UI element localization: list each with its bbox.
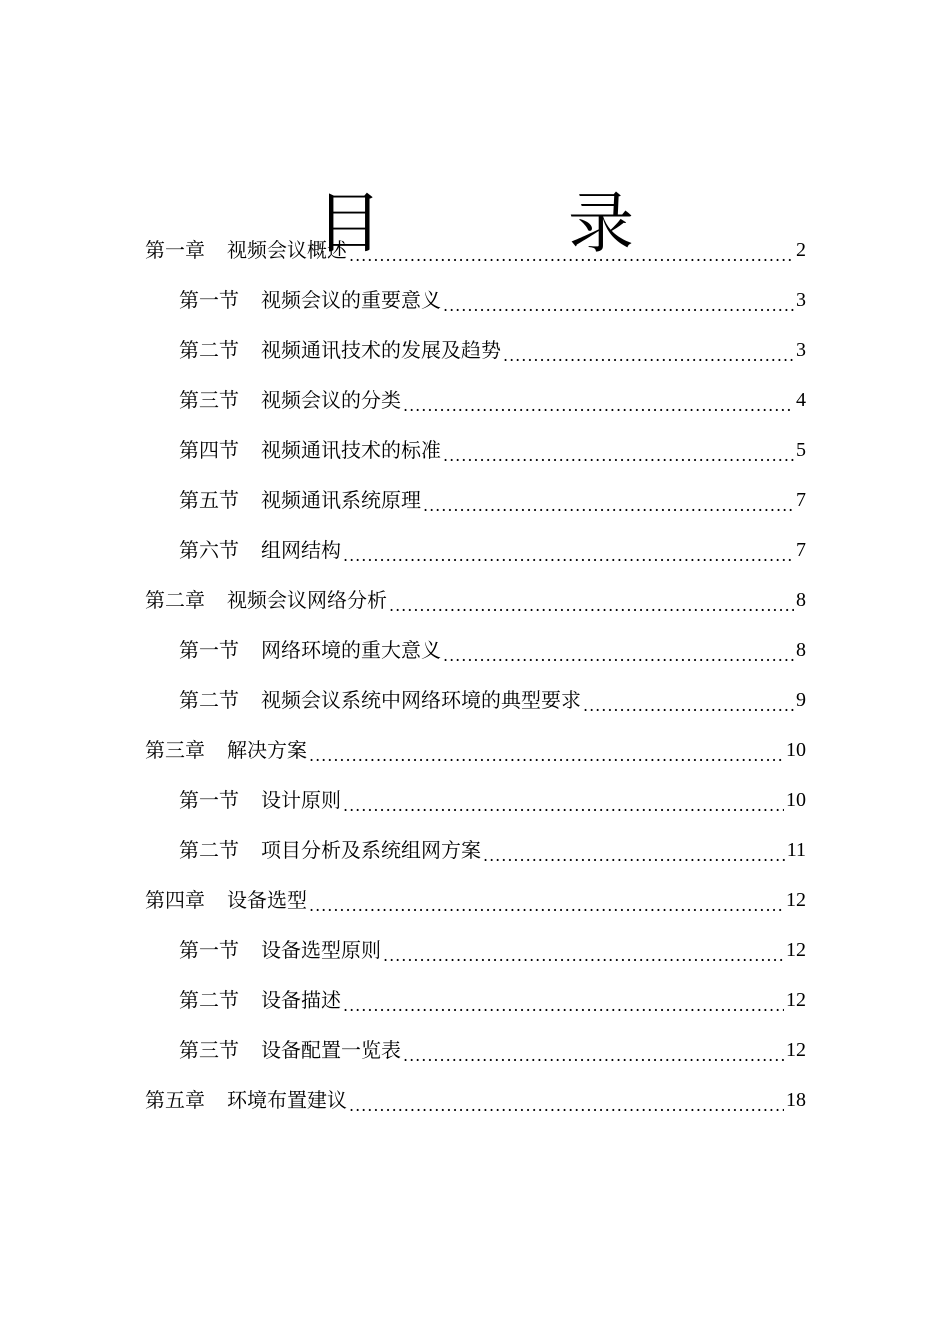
toc-chapter-entry[interactable] <box>145 1075 806 1125</box>
toc-page-number: 11 <box>786 839 806 861</box>
toc-dot-leader <box>349 249 794 275</box>
toc-entry-title: 项目分析及系统组网方案 <box>261 838 481 862</box>
toc-entry-label <box>179 787 341 813</box>
toc-entry-number: 第二节 <box>179 988 239 1012</box>
toc-section-entry[interactable] <box>179 425 806 475</box>
toc-dot-leader <box>403 1049 784 1075</box>
toc-section-entry[interactable] <box>179 375 806 425</box>
toc-page-number: 8 <box>796 639 806 661</box>
toc-entry-number: 第二节 <box>179 688 239 712</box>
toc-entry-number: 第一节 <box>179 288 239 312</box>
toc-entry-number: 第三章 <box>145 738 205 762</box>
toc-page-number: 12 <box>786 1039 806 1061</box>
toc-section-entry[interactable] <box>179 825 806 875</box>
toc-entry-title: 视频会议的重要意义 <box>261 288 441 312</box>
toc-section-entry[interactable] <box>179 775 806 825</box>
toc-entry-title: 视频会议网络分析 <box>227 588 387 612</box>
toc-page-number: 12 <box>786 989 806 1011</box>
toc-entry-title: 组网结构 <box>261 538 341 562</box>
toc-entry-label <box>179 387 401 413</box>
toc-section-entry[interactable] <box>179 675 806 725</box>
toc-page-number: 4 <box>796 389 806 411</box>
toc-chapter-entry[interactable] <box>145 875 806 925</box>
toc-entry-number: 第一节 <box>179 638 239 662</box>
toc-entry-label <box>179 687 581 713</box>
toc-dot-leader <box>343 799 784 825</box>
toc-entry-number: 第四节 <box>179 438 239 462</box>
toc-entry-number: 第二节 <box>179 338 239 362</box>
toc-entry-label <box>145 737 307 763</box>
toc-page-number: 3 <box>796 289 806 311</box>
toc-entry-label <box>179 437 441 463</box>
page-title: 目 录 <box>316 185 694 263</box>
toc-section-entry[interactable] <box>179 625 806 675</box>
toc-entry-label <box>145 1087 347 1113</box>
toc-section-entry[interactable] <box>179 325 806 375</box>
toc-page-number: 9 <box>796 689 806 711</box>
toc-entry-number: 第三节 <box>179 1038 239 1062</box>
toc-entry-number: 第五章 <box>145 1088 205 1112</box>
toc-page-number: 7 <box>796 539 806 561</box>
table-of-contents <box>0 225 950 1125</box>
toc-entry-label <box>179 1037 401 1063</box>
toc-entry-number: 第一节 <box>179 938 239 962</box>
toc-entry-label <box>179 337 501 363</box>
toc-dot-leader <box>383 949 784 975</box>
toc-entry-title: 视频通讯技术的标准 <box>261 438 441 462</box>
toc-entry-number: 第五节 <box>179 488 239 512</box>
toc-dot-leader <box>443 299 794 325</box>
toc-entry-label <box>179 287 441 313</box>
toc-dot-leader <box>403 399 794 425</box>
toc-entry-label <box>179 937 381 963</box>
toc-dot-leader <box>443 449 794 475</box>
toc-entry-label <box>179 487 421 513</box>
toc-dot-leader <box>309 899 784 925</box>
toc-page-number: 18 <box>786 1089 806 1111</box>
toc-entry-number: 第二章 <box>145 588 205 612</box>
toc-entry-label <box>179 537 341 563</box>
toc-dot-leader <box>423 499 794 525</box>
toc-page-number: 3 <box>796 339 806 361</box>
toc-chapter-entry[interactable] <box>145 575 806 625</box>
toc-dot-leader <box>349 1099 784 1125</box>
toc-entry-title: 网络环境的重大意义 <box>261 638 441 662</box>
toc-page-number: 10 <box>786 789 806 811</box>
toc-page-number: 12 <box>786 939 806 961</box>
toc-entry-title: 设备选型原则 <box>261 938 381 962</box>
toc-page-number: 8 <box>796 589 806 611</box>
toc-entry-number: 第二节 <box>179 838 239 862</box>
toc-dot-leader <box>443 649 794 675</box>
toc-entry-title: 视频会议系统中网络环境的典型要求 <box>261 688 581 712</box>
toc-entry-label <box>179 637 441 663</box>
toc-dot-leader <box>389 599 794 625</box>
toc-page-number: 7 <box>796 489 806 511</box>
toc-section-entry[interactable] <box>179 975 806 1025</box>
toc-entry-title: 视频会议概述 <box>227 238 347 262</box>
toc-dot-leader <box>309 749 784 775</box>
toc-page-number: 10 <box>786 739 806 761</box>
toc-entry-number: 第六节 <box>179 538 239 562</box>
toc-entry-label <box>145 887 307 913</box>
toc-entry-label <box>179 987 341 1013</box>
toc-entry-number: 第三节 <box>179 388 239 412</box>
toc-section-entry[interactable] <box>179 475 806 525</box>
toc-entry-title: 设备选型 <box>227 888 307 912</box>
toc-dot-leader <box>343 549 794 575</box>
toc-section-entry[interactable] <box>179 1025 806 1075</box>
toc-entry-number: 第四章 <box>145 888 205 912</box>
toc-chapter-entry[interactable] <box>145 725 806 775</box>
toc-entry-title: 解决方案 <box>227 738 307 762</box>
toc-entry-number: 第一章 <box>145 238 205 262</box>
toc-entry-label <box>179 837 481 863</box>
toc-page-number: 5 <box>796 439 806 461</box>
toc-dot-leader <box>503 349 794 375</box>
toc-dot-leader <box>483 849 785 875</box>
toc-entry-title: 视频通讯系统原理 <box>261 488 421 512</box>
toc-page-number: 12 <box>786 889 806 911</box>
toc-entry-title: 设备描述 <box>261 988 341 1012</box>
toc-entry-title: 设备配置一览表 <box>261 1038 401 1062</box>
toc-section-entry[interactable] <box>179 925 806 975</box>
toc-section-entry[interactable] <box>179 275 806 325</box>
toc-entry-title: 视频通讯技术的发展及趋势 <box>261 338 501 362</box>
toc-entry-title: 设计原则 <box>261 788 341 812</box>
toc-chapter-entry[interactable] <box>145 225 806 275</box>
toc-entry-number: 第一节 <box>179 788 239 812</box>
toc-entry-label <box>145 587 387 613</box>
toc-entry-label <box>145 237 347 263</box>
toc-entry-title: 视频会议的分类 <box>261 388 401 412</box>
toc-entry-title: 环境布置建议 <box>227 1088 347 1112</box>
toc-page-number: 2 <box>796 239 806 261</box>
toc-dot-leader <box>583 699 794 725</box>
toc-dot-leader <box>343 999 784 1025</box>
toc-section-entry[interactable] <box>179 525 806 575</box>
